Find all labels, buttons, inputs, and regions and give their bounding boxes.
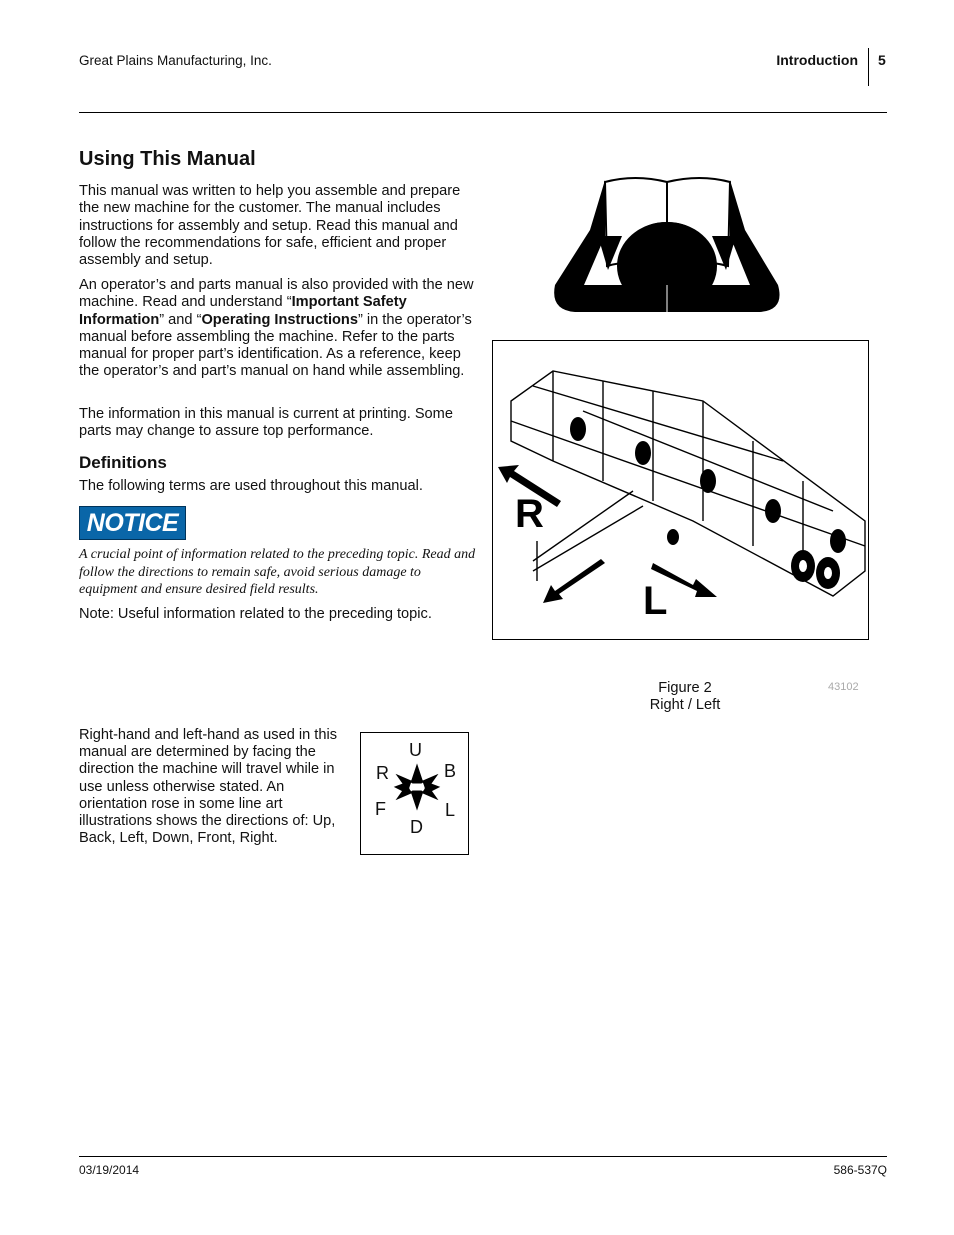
rose-left: L <box>445 800 456 820</box>
para2-a: An operator’s and parts manual is also provided with the new machine. Read and understand “ <box>79 277 474 311</box>
handedness-paragraph: Right-hand and left-hand as used in this manual are determined by facing the direction the machine will travel while in use unless otherwise stated. An orientation rose in some line art illustrations shows the directions of: Up, Back, Left, Down, Front, Right. <box>79 727 337 847</box>
rose-down: D <box>410 817 423 837</box>
rose-up: U <box>409 740 422 760</box>
operator-manual-paragraph <box>79 277 479 381</box>
art-number: 43102 <box>828 681 859 693</box>
rose-front: F <box>375 799 386 819</box>
figure-caption-title: Right / Left <box>649 697 721 714</box>
page-title: Using This Manual <box>79 148 256 170</box>
notice-label: NOTICE <box>86 508 179 537</box>
para2-c: ” in the operator’s manual before assembling the machine. Refer to the parts manual for proper part’s identification. As a reference, keep the operator’s and part’s manual on hand while assembling. <box>79 311 472 380</box>
machine-illustration <box>493 341 868 639</box>
top-rule <box>79 112 887 113</box>
rose-right: R <box>376 763 389 783</box>
bold-operating-instructions: Operating Instructions <box>201 311 358 328</box>
orientation-rose <box>360 732 469 855</box>
bold-important-safety: Important Safety Information <box>79 294 407 328</box>
company-name: Great Plains Manufacturing, Inc. <box>79 53 272 68</box>
para2-b: ” and “ <box>159 311 202 328</box>
note-definition: Note: Useful information related to the preceding topic. <box>79 606 432 622</box>
notice-definition: A crucial point of information related to the preceding topic. Read and follow the directions to remain safe, avoid serious damage to equipment and ensure desired field results. <box>79 547 476 598</box>
figure-label-l: L <box>643 579 668 623</box>
rose-back: B <box>444 761 457 781</box>
read-manual-icon <box>550 170 785 330</box>
figure-caption-number: Figure 2 <box>658 680 712 696</box>
footer-doc-number: 586-537Q <box>833 1163 887 1177</box>
notice-badge <box>79 506 186 540</box>
header-divider <box>868 48 869 86</box>
footer-date: 03/19/2014 <box>79 1163 140 1177</box>
section-name: Introduction <box>776 52 858 68</box>
current-info-paragraph: The information in this manual is current at printing. Some parts may change to assure top performance. <box>79 406 453 440</box>
figure-label-r: R <box>515 492 544 536</box>
bottom-rule <box>79 1156 887 1157</box>
intro-paragraph: This manual was written to help you assemble and prepare the new machine for the customer. The manual includes instructions for assembly and setup. Read this manual and follow the recommendations for safe, efficient and proper assembly and setup. <box>79 183 461 269</box>
definitions-intro: The following terms are used throughout this manual. <box>79 478 423 494</box>
figure-caption <box>600 680 770 715</box>
page-number: 5 <box>878 52 886 68</box>
definitions-heading: Definitions <box>79 453 167 472</box>
figure-2-frame <box>492 340 869 640</box>
